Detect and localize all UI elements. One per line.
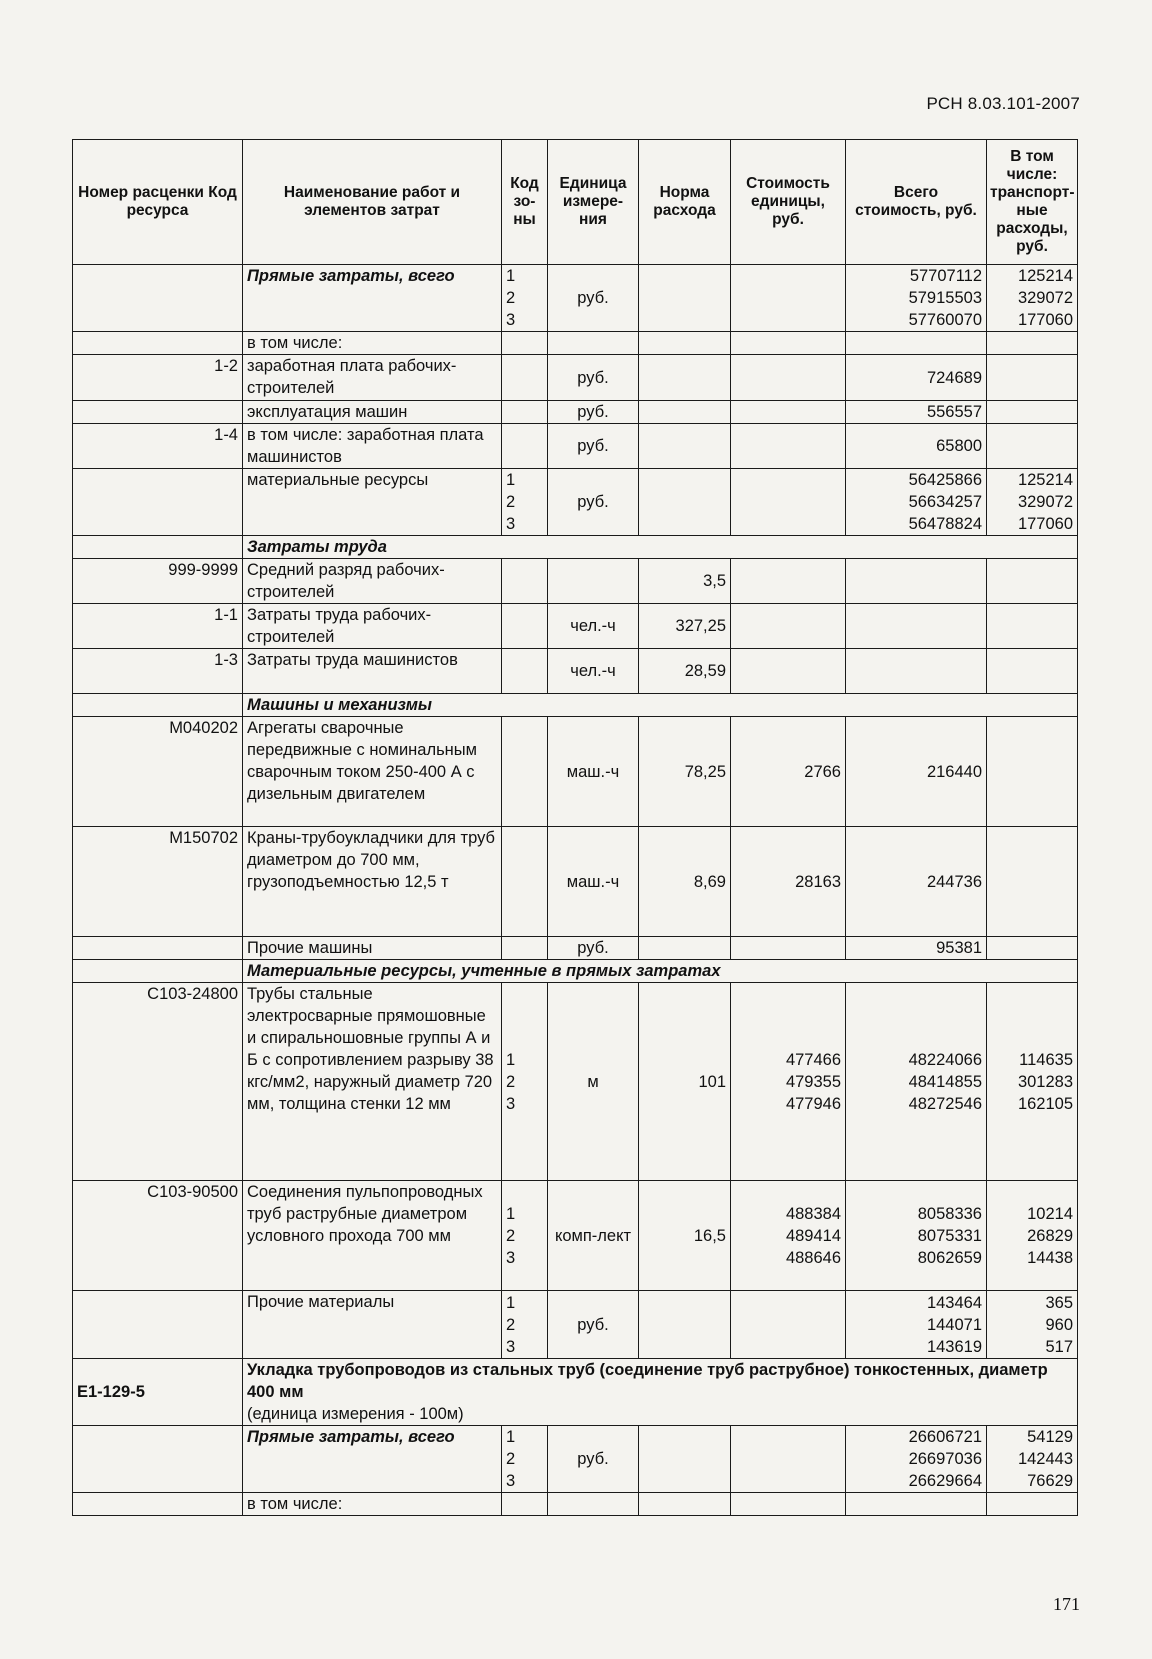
norm-cell: 101 bbox=[639, 983, 731, 1181]
transport-value: 125214 bbox=[1017, 267, 1073, 285]
norm-cell bbox=[639, 332, 731, 355]
zones-value: 1 bbox=[506, 1204, 516, 1223]
zone-cell bbox=[502, 265, 548, 332]
cost-value: 479355 bbox=[785, 1072, 841, 1091]
code-cell: С103-90500 bbox=[73, 1181, 243, 1291]
transport-cell bbox=[987, 1426, 1078, 1493]
zone-cell bbox=[502, 469, 548, 536]
total-value: 724689 bbox=[926, 368, 982, 387]
total-value: 8062659 bbox=[917, 1248, 982, 1267]
norm-cell: 3,5 bbox=[639, 559, 731, 604]
header-unit-cost: Стоимость единицы, руб. bbox=[731, 140, 846, 265]
unit-cost-cell bbox=[731, 265, 846, 332]
transport-cell bbox=[987, 1181, 1078, 1291]
total-value: 57760070 bbox=[908, 311, 982, 329]
norm-cell: 16,5 bbox=[639, 1181, 731, 1291]
unit-cost-cell bbox=[731, 983, 846, 1181]
norm-cell: 8,69 bbox=[639, 827, 731, 937]
unit-cost-cell bbox=[731, 332, 846, 355]
unit-cell bbox=[548, 559, 639, 604]
unit-cost-cell bbox=[731, 717, 846, 827]
norm-cell: 28,59 bbox=[639, 649, 731, 694]
unit-cell bbox=[548, 332, 639, 355]
total-cell bbox=[846, 604, 987, 649]
unit-cell: руб. bbox=[548, 1426, 639, 1493]
name-cell: Затраты труда машинистов bbox=[243, 649, 502, 694]
norm-cell bbox=[639, 1493, 731, 1516]
transport-cell bbox=[987, 1291, 1078, 1359]
code-cell: 999-9999 bbox=[73, 559, 243, 604]
zone-cell bbox=[502, 1493, 548, 1516]
total-value: 216440 bbox=[926, 762, 982, 781]
name-cell: Прямые затраты, всего bbox=[243, 265, 502, 332]
table-row bbox=[73, 355, 1078, 401]
table-row bbox=[73, 604, 1078, 649]
norm-cell bbox=[639, 1291, 731, 1359]
unit-cell: чел.-ч bbox=[548, 649, 639, 694]
section-title: Машины и механизмы bbox=[243, 694, 1078, 717]
zones-value: 2 bbox=[506, 1315, 516, 1334]
cost-value: 477466 bbox=[785, 1050, 841, 1069]
name-cell: Краны-трубоукладчики для труб диаметром до 700 мм, грузоподъемностью 12,5 т bbox=[243, 827, 502, 937]
transport-value: 26829 bbox=[1027, 1226, 1073, 1245]
norm-cell bbox=[639, 401, 731, 424]
total-cell bbox=[846, 559, 987, 604]
unit-cell: руб. bbox=[548, 265, 639, 332]
zones-value: 3 bbox=[506, 311, 516, 329]
unit-cell: руб. bbox=[548, 937, 639, 960]
unit-cost-cell bbox=[731, 937, 846, 960]
total-value: 26697036 bbox=[908, 1450, 982, 1468]
total-cell bbox=[846, 355, 987, 401]
transport-value: 329072 bbox=[1017, 493, 1073, 511]
transport-cell bbox=[987, 983, 1078, 1181]
table-row bbox=[73, 265, 1078, 332]
zones-value: 1 bbox=[506, 267, 516, 285]
transport-value: 960 bbox=[1045, 1315, 1073, 1334]
rate-code: Е1-129-5 bbox=[73, 1359, 243, 1426]
zone-cell bbox=[502, 424, 548, 469]
total-value: 26629664 bbox=[908, 1472, 982, 1490]
total-value: 556557 bbox=[926, 403, 982, 421]
table-row bbox=[73, 536, 1078, 559]
code-cell bbox=[73, 937, 243, 960]
norm-cell bbox=[639, 424, 731, 469]
transport-value: 365 bbox=[1045, 1293, 1073, 1312]
total-cell bbox=[846, 469, 987, 536]
total-value: 143464 bbox=[926, 1293, 982, 1312]
total-cell bbox=[846, 265, 987, 332]
zones-value: 3 bbox=[506, 1472, 516, 1490]
table-row bbox=[73, 1359, 1078, 1426]
transport-value: 14438 bbox=[1027, 1248, 1073, 1267]
total-value: 48414855 bbox=[908, 1072, 982, 1091]
name-cell: Затраты труда рабочих-строителей bbox=[243, 604, 502, 649]
rate-unit: (единица измерения - 100м) bbox=[247, 1405, 464, 1423]
zones-value: 3 bbox=[506, 1094, 516, 1113]
total-value: 57915503 bbox=[908, 289, 982, 307]
table-row bbox=[73, 694, 1078, 717]
total-cell bbox=[846, 1181, 987, 1291]
name-cell: материальные ресурсы bbox=[243, 469, 502, 536]
table-row bbox=[73, 1426, 1078, 1493]
transport-cell bbox=[987, 604, 1078, 649]
total-value: 56478824 bbox=[908, 515, 982, 533]
unit-cell: чел.-ч bbox=[548, 604, 639, 649]
zones-value: 2 bbox=[506, 289, 516, 307]
code-cell bbox=[73, 401, 243, 424]
name-cell: Прочие машины bbox=[243, 937, 502, 960]
name-cell: Трубы стальные электросварные прямошовные и спиральношовные группы А и Б с сопротивлением разрыву 38 кгс/мм2, наружный диаметр 720 мм, толщина стенки 12 мм bbox=[243, 983, 502, 1181]
zones-value: 3 bbox=[506, 1337, 516, 1356]
transport-value: 114635 bbox=[1019, 1050, 1073, 1069]
zones-value: 3 bbox=[506, 515, 516, 533]
table-row bbox=[73, 469, 1078, 536]
code-cell: 1-1 bbox=[73, 604, 243, 649]
norm-cell bbox=[639, 469, 731, 536]
zone-cell bbox=[502, 827, 548, 937]
transport-value: 301283 bbox=[1017, 1072, 1073, 1091]
transport-cell bbox=[987, 401, 1078, 424]
unit-cost-cell bbox=[731, 469, 846, 536]
transport-value: 125214 bbox=[1017, 471, 1073, 489]
unit-cell: руб. bbox=[548, 469, 639, 536]
total-cell bbox=[846, 827, 987, 937]
table-body bbox=[73, 265, 1078, 1516]
table-row bbox=[73, 717, 1078, 827]
total-cell bbox=[846, 332, 987, 355]
name-cell: в том числе: bbox=[243, 332, 502, 355]
transport-cell bbox=[987, 827, 1078, 937]
norm-cell bbox=[639, 1426, 731, 1493]
total-cell bbox=[846, 1493, 987, 1516]
total-value: 8075331 bbox=[917, 1226, 982, 1245]
table-row bbox=[73, 983, 1078, 1181]
table-row bbox=[73, 1181, 1078, 1291]
total-value: 65800 bbox=[936, 437, 982, 455]
zone-cell bbox=[502, 937, 548, 960]
section-title: Затраты труда bbox=[243, 536, 1078, 559]
name-cell: Прямые затраты, всего bbox=[243, 1426, 502, 1493]
unit-cost-cell bbox=[731, 649, 846, 694]
zones-value: 1 bbox=[506, 1050, 516, 1069]
unit-cost-cell bbox=[731, 827, 846, 937]
table-row bbox=[73, 937, 1078, 960]
zones-value: 2 bbox=[506, 1450, 516, 1468]
zone-cell bbox=[502, 332, 548, 355]
zone-cell bbox=[502, 717, 548, 827]
code-cell: 1-3 bbox=[73, 649, 243, 694]
total-cell bbox=[846, 717, 987, 827]
transport-value: 54129 bbox=[1027, 1428, 1073, 1446]
transport-cell bbox=[987, 559, 1078, 604]
header-code: Номер расценки Код ресурса bbox=[73, 140, 243, 265]
total-value: 144071 bbox=[926, 1315, 982, 1334]
transport-cell bbox=[987, 265, 1078, 332]
cost-value: 477946 bbox=[785, 1094, 841, 1113]
section-title: Материальные ресурсы, учтенные в прямых затратах bbox=[243, 960, 1078, 983]
cost-value: 488646 bbox=[785, 1248, 841, 1267]
table-row bbox=[73, 332, 1078, 355]
unit-cell bbox=[548, 1493, 639, 1516]
unit-cost-cell bbox=[731, 559, 846, 604]
unit-cost-cell bbox=[731, 1181, 846, 1291]
header-zone: Код зо-ны bbox=[502, 140, 548, 265]
norm-cell bbox=[639, 355, 731, 401]
zone-cell bbox=[502, 983, 548, 1181]
table-row bbox=[73, 559, 1078, 604]
transport-value: 329072 bbox=[1017, 289, 1073, 307]
name-cell: эксплуатация машин bbox=[243, 401, 502, 424]
total-value: 56634257 bbox=[908, 493, 982, 511]
zone-cell bbox=[502, 559, 548, 604]
code-cell bbox=[73, 960, 243, 983]
norm-cell bbox=[639, 265, 731, 332]
unit-cell: руб. bbox=[548, 355, 639, 401]
zones-value: 1 bbox=[506, 471, 516, 489]
unit-cell: маш.-ч bbox=[548, 717, 639, 827]
code-cell bbox=[73, 265, 243, 332]
zone-cell bbox=[502, 1181, 548, 1291]
code-cell: 1-2 bbox=[73, 355, 243, 401]
zones-value: 1 bbox=[506, 1293, 516, 1312]
zone-cell bbox=[502, 1426, 548, 1493]
transport-value: 10214 bbox=[1027, 1204, 1073, 1223]
total-value: 26606721 bbox=[908, 1428, 982, 1446]
transport-cell bbox=[987, 355, 1078, 401]
total-value: 56425866 bbox=[908, 471, 982, 489]
transport-cell bbox=[987, 717, 1078, 827]
table-row bbox=[73, 1291, 1078, 1359]
total-cell bbox=[846, 937, 987, 960]
total-cell bbox=[846, 424, 987, 469]
total-value: 48224066 bbox=[908, 1050, 982, 1069]
transport-cell bbox=[987, 937, 1078, 960]
table-header-row bbox=[73, 140, 1078, 265]
total-value: 143619 bbox=[926, 1337, 982, 1356]
norm-cell: 327,25 bbox=[639, 604, 731, 649]
rate-title: Укладка трубопроводов из стальных труб (соединение труб раструбное) тонкостенных, диаметр 400 мм bbox=[247, 1361, 1048, 1401]
cost-value: 489414 bbox=[785, 1226, 841, 1245]
name-cell: Соединения пульпопроводных труб раструбные диаметром условного прохода 700 мм bbox=[243, 1181, 502, 1291]
name-cell: в том числе: заработная плата машинистов bbox=[243, 424, 502, 469]
table-row bbox=[73, 401, 1078, 424]
unit-cost-cell bbox=[731, 355, 846, 401]
code-cell: М150702 bbox=[73, 827, 243, 937]
transport-cell bbox=[987, 1493, 1078, 1516]
code-cell: 1-4 bbox=[73, 424, 243, 469]
unit-cell: руб. bbox=[548, 424, 639, 469]
transport-value: 76629 bbox=[1027, 1472, 1073, 1490]
code-cell bbox=[73, 469, 243, 536]
unit-cell: руб. bbox=[548, 1291, 639, 1359]
document-code: РСН 8.03.101-2007 bbox=[926, 94, 1080, 113]
transport-value: 177060 bbox=[1017, 515, 1073, 533]
zone-cell bbox=[502, 401, 548, 424]
zone-cell bbox=[502, 355, 548, 401]
code-cell bbox=[73, 694, 243, 717]
cost-value: 28163 bbox=[795, 872, 841, 891]
header-name: Наименование работ и элементов затрат bbox=[243, 140, 502, 265]
transport-cell bbox=[987, 649, 1078, 694]
unit-cell: маш.-ч bbox=[548, 827, 639, 937]
header-transport: В том числе: транспорт-ные расходы, руб. bbox=[987, 140, 1078, 265]
transport-value: 177060 bbox=[1017, 311, 1073, 329]
cost-value: 488384 bbox=[785, 1204, 841, 1223]
code-cell bbox=[73, 1493, 243, 1516]
unit-cell: м bbox=[548, 983, 639, 1181]
name-cell: заработная плата рабочих-строителей bbox=[243, 355, 502, 401]
total-cell bbox=[846, 1426, 987, 1493]
name-cell: Средний разряд рабочих-строителей bbox=[243, 559, 502, 604]
unit-cost-cell bbox=[731, 1493, 846, 1516]
page-number: 171 bbox=[1053, 1594, 1080, 1614]
zones-value: 3 bbox=[506, 1248, 516, 1267]
zone-cell bbox=[502, 1291, 548, 1359]
unit-cell: комп-лект bbox=[548, 1181, 639, 1291]
zones-value: 2 bbox=[506, 493, 516, 511]
code-cell bbox=[73, 1291, 243, 1359]
zone-cell bbox=[502, 604, 548, 649]
transport-value: 517 bbox=[1045, 1337, 1073, 1356]
unit-cost-cell bbox=[731, 424, 846, 469]
code-cell bbox=[73, 1426, 243, 1493]
unit-cost-cell bbox=[731, 1426, 846, 1493]
table-row bbox=[73, 960, 1078, 983]
total-value: 8058336 bbox=[917, 1204, 982, 1223]
zones-value: 2 bbox=[506, 1072, 516, 1091]
name-cell: в том числе: bbox=[243, 1493, 502, 1516]
total-cell bbox=[846, 401, 987, 424]
transport-value: 162105 bbox=[1017, 1094, 1073, 1113]
total-cell bbox=[846, 1291, 987, 1359]
transport-value: 142443 bbox=[1017, 1450, 1073, 1468]
transport-cell bbox=[987, 469, 1078, 536]
rates-table bbox=[72, 139, 1078, 1516]
table-row bbox=[73, 1493, 1078, 1516]
rate-heading bbox=[243, 1359, 1078, 1426]
header-norm: Норма расхода bbox=[639, 140, 731, 265]
total-value: 48272546 bbox=[908, 1094, 982, 1113]
table-row bbox=[73, 649, 1078, 694]
code-cell: М040202 bbox=[73, 717, 243, 827]
norm-cell: 78,25 bbox=[639, 717, 731, 827]
unit-cell: руб. bbox=[548, 401, 639, 424]
code-cell: С103-24800 bbox=[73, 983, 243, 1181]
table-row bbox=[73, 424, 1078, 469]
transport-cell bbox=[987, 424, 1078, 469]
unit-cost-cell bbox=[731, 604, 846, 649]
header-total: Всего стоимость, руб. bbox=[846, 140, 987, 265]
zones-value: 1 bbox=[506, 1428, 516, 1446]
table-row bbox=[73, 827, 1078, 937]
total-cell bbox=[846, 649, 987, 694]
name-cell: Прочие материалы bbox=[243, 1291, 502, 1359]
zones-value: 2 bbox=[506, 1226, 516, 1245]
header-unit: Единица измере-ния bbox=[548, 140, 639, 265]
unit-cost-cell bbox=[731, 1291, 846, 1359]
code-cell bbox=[73, 536, 243, 559]
cost-value: 2766 bbox=[804, 762, 841, 781]
code-cell bbox=[73, 332, 243, 355]
total-value: 244736 bbox=[926, 872, 982, 891]
total-cell bbox=[846, 983, 987, 1181]
name-cell: Агрегаты сварочные передвижные с номинальным сварочным током 250-400 А с дизельным двигателем bbox=[243, 717, 502, 827]
total-value: 57707112 bbox=[909, 267, 982, 285]
unit-cost-cell bbox=[731, 401, 846, 424]
zone-cell bbox=[502, 649, 548, 694]
total-value: 95381 bbox=[936, 939, 982, 957]
transport-cell bbox=[987, 332, 1078, 355]
norm-cell bbox=[639, 937, 731, 960]
